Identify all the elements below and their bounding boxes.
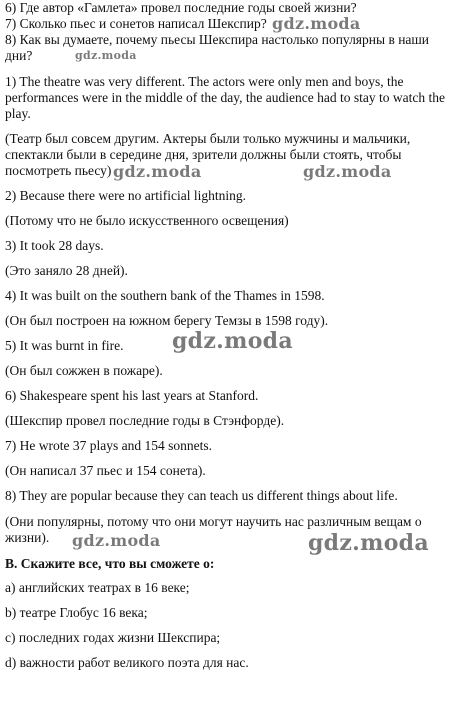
answer-7-en: 7) He wrote 37 plays and 154 sonnets. [5, 438, 212, 453]
watermark: gdz.moda [308, 530, 429, 556]
answer-6-ru: (Шекспир провел последние годы в Стэнфорде). [5, 413, 285, 428]
section-b-item-a: a) английских театрах в 16 веке; [5, 580, 190, 595]
answer-5-ru: (Он был сожжен в пожаре). [5, 363, 163, 378]
answer-8-ru: (Они популярны, потому что они могут научить нас различным вещам о жизни). [5, 514, 422, 545]
watermark: gdz.moda [113, 162, 202, 181]
answer-5-en: 5) It was burnt in fire. [5, 338, 124, 353]
question-6: 6) Где автор «Гамлета» провел последние годы своей жизни? [5, 0, 357, 15]
answer-4-ru: (Он был построен на южном берегу Темзы в 1598 году). [5, 313, 329, 328]
question-8: 8) Как вы думаете, почему пьесы Шекспира настолько популярны в наши дни? [5, 32, 430, 63]
answer-3-ru: (Это заняло 28 дней). [5, 263, 128, 278]
answer-6-en: 6) Shakespeare spent his last years at Stanford. [5, 388, 259, 403]
watermark: gdz.moda [72, 531, 161, 550]
section-b-item-c: c) последних годах жизни Шекспира; [5, 630, 221, 645]
section-b-heading: B. Скажите все, что вы сможете о: [5, 556, 215, 571]
watermark: gdz.moda [172, 328, 293, 354]
answer-1-ru: (Театр был совсем другим. Актеры были только мужчины и мальчики, спектакли были в середине дня, зрители должны были стоять, чтобы посмотреть пьесу) [5, 131, 411, 178]
answer-8-en: 8) They are popular because they can teach us different things about life. [5, 488, 398, 503]
answer-4-en: 4) It was built on the southern bank of the Thames in 1598. [5, 288, 325, 303]
question-7: 7) Сколько пьес и сонетов написал Шекспир? [5, 16, 267, 31]
answer-3-en: 3) It took 28 days. [5, 238, 104, 253]
watermark: gdz.moda [303, 162, 392, 181]
section-b-item-b: b) театре Глобус 16 века; [5, 605, 148, 620]
section-b-item-d: d) важности работ великого поэта для нас. [5, 655, 249, 670]
answer-7-ru: (Он написал 37 пьес и 154 сонета). [5, 463, 206, 478]
watermark: gdz.moda [75, 49, 137, 62]
watermark: gdz.moda [272, 14, 361, 33]
answer-2-ru: (Потому что не было искусственного освещения) [5, 213, 289, 228]
answer-2-en: 2) Because there were no artificial lightning. [5, 188, 247, 203]
answer-1-en: 1) The theatre was very different. The actors were only men and boys, the performances were in the middle of the day, the audience had to stay to watch the play. [5, 74, 445, 121]
